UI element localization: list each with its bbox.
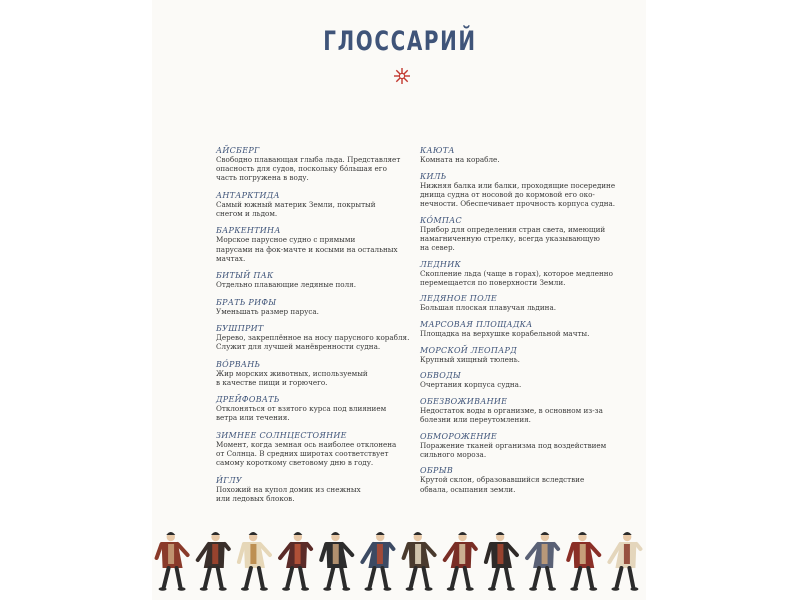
crew-figure <box>280 532 311 591</box>
glossary-definition-line: самому короткому световому дню в году. <box>216 458 374 468</box>
glossary-term: КИЛЬ <box>420 171 447 181</box>
glossary-entry <box>216 360 416 387</box>
glossary-entry <box>420 432 625 459</box>
glossary-entry <box>420 294 625 312</box>
glossary-definition-line: Скопление льда (чаще в горах), которое медленно <box>420 268 613 278</box>
glossary-definition-line: Дерево, закреплённое на носу парусного корабля. <box>216 332 410 342</box>
glossary-term: ДРЕЙФОВАТЬ <box>216 395 280 405</box>
crew-figure <box>486 532 517 591</box>
glossary-entry <box>420 260 625 287</box>
glossary-definition-line: болезни или переутомления. <box>420 414 531 424</box>
glossary-definition-line: обвала, осыпания земли. <box>420 484 516 494</box>
glossary-entry <box>420 371 625 389</box>
glossary-definition-line: Площадка на верхушке корабельной мачты. <box>420 328 590 338</box>
glossary-entry <box>420 466 625 493</box>
glossary-definition-line: днища судна от носовой до кормовой его око- <box>420 189 595 199</box>
glossary-definition-line: Комната на корабле. <box>420 155 500 164</box>
glossary-entry <box>216 298 416 316</box>
glossary-entry <box>216 226 416 263</box>
crew-figure <box>609 532 640 591</box>
crew-figure <box>568 532 599 591</box>
glossary-term: КАЮТА <box>420 146 455 155</box>
compass-rose-icon <box>393 67 411 85</box>
crew-figure <box>404 532 435 591</box>
crew-figure <box>362 532 393 591</box>
glossary-term: БУШПРИТ <box>216 323 264 333</box>
glossary-entry <box>216 191 416 218</box>
glossary-entry <box>216 476 416 503</box>
glossary-definition-line: Служит для лучшей манёвренности судна. <box>216 342 381 352</box>
glossary-definition-line: нечности. Обеспечивает прочность корпуса судна. <box>420 199 616 208</box>
glossary-definition-line: Большая плоская плавучая льдина. <box>420 303 557 313</box>
glossary-definition-line: часть погружена в воду. <box>216 173 309 183</box>
glossary-definition-line: Поражение тканей организма под воздействием <box>420 440 607 450</box>
glossary-term: ОБЕЗВОЖИВАНИЕ <box>420 396 508 406</box>
glossary-definition-line: Нижняя балка или балки, проходящие посередине <box>420 180 616 190</box>
glossary-definition-line: мачтах. <box>216 253 246 263</box>
glossary-term: ВО́РВАНЬ <box>216 359 261 369</box>
glossary-definition-line: снегом и льдом. <box>216 209 278 218</box>
glossary-term: ОБРЫВ <box>420 466 454 476</box>
glossary-definition-line: ветра или течения. <box>216 413 290 423</box>
glossary-entry <box>420 346 625 364</box>
glossary-term: АНТАРКТИДА <box>216 190 280 200</box>
crew-figures-illustration <box>152 528 646 594</box>
glossary-entry <box>420 397 625 424</box>
glossary-definition-line: Крутой склон, образовавшийся вследствие <box>420 475 585 485</box>
crew-figure <box>198 532 229 591</box>
glossary-definition-line: парусами на фок-мачте и косыми на остальных <box>216 244 398 254</box>
glossary-definition-line: сильного мороза. <box>420 449 487 459</box>
glossary-column-right <box>420 146 625 501</box>
glossary-term: ОБМОРОЖЕНИЕ <box>420 431 498 441</box>
crew-figure <box>321 532 352 591</box>
glossary-definition-line: опасность для судов, поскольку бо́льшая его <box>216 164 387 174</box>
glossary-term: КО́МПАС <box>420 215 462 225</box>
glossary-entry <box>216 324 416 351</box>
glossary-entry <box>420 216 625 253</box>
glossary-entry <box>420 146 625 164</box>
glossary-definition-line: Самый южный материк Земли, покрытый <box>216 199 376 209</box>
glossary-term: БАРКЕНТИНА <box>216 226 281 236</box>
glossary-term: БРАТЬ РИФЫ <box>216 297 277 307</box>
glossary-definition-line: Недостаток воды в организме, в основном из-за <box>420 405 603 415</box>
glossary-term: БИТЫЙ ПАК <box>216 271 274 281</box>
glossary-definition-line: Прибор для определения стран света, имеющий <box>420 224 606 234</box>
crew-figure <box>239 532 270 591</box>
glossary-definition-line: намагниченную стрелку, всегда указывающую <box>420 233 600 243</box>
crew-figure <box>157 532 188 591</box>
glossary-term: И́ГЛУ <box>216 475 242 485</box>
glossary-definition-line: Похожий на купол домик из снежных <box>216 484 361 494</box>
glossary-entry <box>216 431 416 468</box>
glossary-entry <box>420 320 625 338</box>
glossary-entry <box>216 146 416 183</box>
glossary-term: ОБВОДЫ <box>420 371 462 381</box>
glossary-term: АЙСБЕРГ <box>216 146 260 155</box>
glossary-definition-line: Отклоняться от взятого курса под влиянием <box>216 404 387 414</box>
glossary-definition-line: Очертания корпуса судна. <box>420 380 522 390</box>
glossary-definition-line: Морское парусное судно с прямыми <box>216 235 356 245</box>
glossary-term: ЛЕДНИК <box>420 259 461 269</box>
glossary-definition-line: Отдельно плавающие ледяные поля. <box>216 280 357 290</box>
glossary-definition-line: в качестве пищи и горючего. <box>216 377 328 387</box>
glossary-term: МОРСКОЙ ЛЕОПАРД <box>420 345 518 355</box>
glossary-column-left <box>216 146 416 511</box>
glossary-definition-line: Уменьшать размер паруса. <box>216 306 319 316</box>
glossary-definition-line: Момент, когда земная ось наиболее отклонена <box>216 439 397 449</box>
glossary-definition-line: или ледовых блоков. <box>216 493 295 503</box>
glossary-definition-line: от Солнца. В средних широтах соответствует <box>216 448 389 458</box>
glossary-entry <box>420 172 625 209</box>
glossary-term: МАРСОВАЯ ПЛОЩАДКА <box>420 319 533 329</box>
page-title: ГЛОССАРИЙ <box>323 26 477 57</box>
glossary-definition-line: Крупный хищный тюлень. <box>420 354 520 364</box>
crew-figure <box>445 532 476 591</box>
glossary-term: ЗИМНЕЕ СОЛНЦЕСТОЯНИЕ <box>216 430 347 440</box>
crew-figure <box>527 532 558 591</box>
glossary-definition-line: Свободно плавающая глыба льда. Представляет <box>216 155 401 164</box>
glossary-term: ЛЕДЯНОЕ ПОЛЕ <box>420 294 498 304</box>
glossary-definition-line: на север. <box>420 243 455 252</box>
glossary-definition-line: Жир морских животных, используемый <box>216 368 368 378</box>
glossary-entry <box>216 395 416 422</box>
glossary-definition-line: перемещается по поверхности Земли. <box>420 277 566 287</box>
glossary-entry <box>216 271 416 289</box>
